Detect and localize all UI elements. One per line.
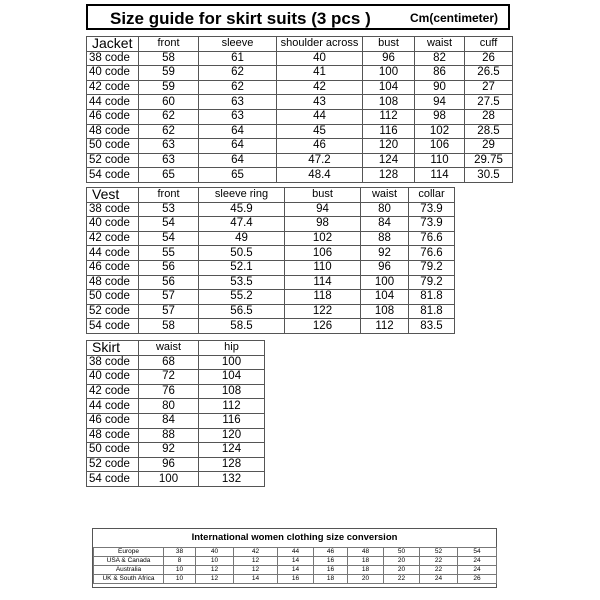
table-cell: 49 [199,231,285,246]
table-cell: 100 [363,66,415,81]
table-cell: 96 [363,51,415,66]
table-cell: 52 [420,548,458,557]
table-row [87,153,513,168]
row-label: 38 code [87,51,139,66]
row-label: 46 code [87,413,139,428]
row-label: 48 code [87,275,139,290]
row-label: Europe [94,548,164,557]
table-cell: 22 [420,566,458,575]
column-header: bust [285,188,361,203]
table-cell: 92 [139,443,199,458]
column-header: hip [199,341,265,356]
row-label: 50 code [87,139,139,154]
table-cell: 63 [199,109,277,124]
row-label: 48 code [87,124,139,139]
table-cell: 14 [278,557,314,566]
table-row [87,231,455,246]
table-row [87,217,455,232]
table-cell: 60 [139,95,199,110]
table-cell: 94 [415,95,465,110]
skirt-table [86,340,265,487]
table-row [87,80,513,95]
table-row [87,95,513,110]
row-label: UK & South Africa [94,575,164,584]
row-label: 48 code [87,428,139,443]
table-cell: 14 [234,575,278,584]
table-cell: 124 [363,153,415,168]
table-cell: 22 [420,557,458,566]
table-cell: 28 [465,109,513,124]
table-cell: 63 [199,95,277,110]
table-row [94,557,497,566]
table-cell: 43 [277,95,363,110]
table-cell: 40 [277,51,363,66]
table-cell: 24 [420,575,458,584]
column-header: collar [409,188,455,203]
table-cell: 126 [285,319,361,334]
table-cell: 94 [285,202,361,217]
table-cell: 76.6 [409,231,455,246]
table-row [87,168,513,183]
table-cell: 120 [363,139,415,154]
table-cell: 27.5 [465,95,513,110]
table-cell: 81.8 [409,304,455,319]
header-row [87,37,513,52]
jacket-table [86,36,513,183]
table-cell: 12 [196,566,234,575]
table-cell: 104 [199,370,265,385]
row-label: 42 code [87,80,139,95]
table-cell: 8 [164,557,196,566]
table-cell: 104 [363,80,415,95]
table-cell: 90 [415,80,465,95]
table-cell: 44 [277,109,363,124]
table-cell: 47.2 [277,153,363,168]
title-box [86,4,510,30]
table-cell: 20 [384,566,420,575]
column-header: sleeve ring [199,188,285,203]
table-row [87,109,513,124]
row-label: 52 code [87,153,139,168]
table-cell: 12 [234,566,278,575]
table-cell: 46 [277,139,363,154]
table-cell: 48.4 [277,168,363,183]
table-cell: 84 [361,217,409,232]
table-cell: 114 [415,168,465,183]
table-row [87,413,265,428]
table-cell: 10 [164,566,196,575]
table-cell: 26 [458,575,497,584]
header-row [87,341,265,356]
table-cell: 45 [277,124,363,139]
column-header: shoulder across [277,37,363,52]
table-cell: 12 [234,557,278,566]
table-cell: 122 [285,304,361,319]
row-label: 46 code [87,109,139,124]
table-cell: 56.5 [199,304,285,319]
header-row [87,188,455,203]
table-cell: 56 [139,260,199,275]
table-cell: 118 [285,290,361,305]
table-cell: 81.8 [409,290,455,305]
table-cell: 106 [415,139,465,154]
table-row [87,472,265,487]
column-header: waist [139,341,199,356]
table-row [87,202,455,217]
table-cell: 79.2 [409,275,455,290]
table-cell: 112 [199,399,265,414]
column-header: Jacket [87,37,139,52]
table-cell: 65 [139,168,199,183]
table-row [87,304,455,319]
table-cell: 80 [139,399,199,414]
row-label: 40 code [87,370,139,385]
table-cell: 61 [199,51,277,66]
column-header: Vest [87,188,139,203]
column-header: sleeve [199,37,277,52]
table-cell: 76.6 [409,246,455,261]
table-cell: 16 [314,557,348,566]
column-header: front [139,188,199,203]
page-title: Size guide for skirt suits (3 pcs ) [110,9,371,28]
column-header: waist [361,188,409,203]
table-cell: 16 [314,566,348,575]
table-cell: 63 [139,139,199,154]
table-cell: 26 [465,51,513,66]
table-cell: 58 [139,319,199,334]
table-cell: 92 [361,246,409,261]
table-cell: 28.5 [465,124,513,139]
table-cell: 112 [363,109,415,124]
table-cell: 84 [139,413,199,428]
table-cell: 79.2 [409,260,455,275]
table-cell: 55 [139,246,199,261]
table-cell: 83.5 [409,319,455,334]
table-row [87,260,455,275]
table-cell: 58 [139,51,199,66]
table-cell: 24 [458,566,497,575]
table-cell: 98 [415,109,465,124]
table-cell: 53 [139,202,199,217]
row-label: 46 code [87,260,139,275]
table-cell: 54 [139,231,199,246]
row-label: 52 code [87,304,139,319]
table-cell: 110 [415,153,465,168]
table-cell: 108 [199,384,265,399]
table-cell: 100 [199,355,265,370]
table-cell: 124 [199,443,265,458]
row-label: 54 code [87,319,139,334]
table-cell: 132 [199,472,265,487]
column-header: Skirt [87,341,139,356]
table-cell: 57 [139,290,199,305]
table-cell: 42 [234,548,278,557]
table-cell: 54 [458,548,497,557]
table-cell: 68 [139,355,199,370]
table-row [87,66,513,81]
table-cell: 29.75 [465,153,513,168]
row-label: 44 code [87,399,139,414]
row-label: 44 code [87,95,139,110]
conversion-table [93,547,497,584]
table-cell: 65 [199,168,277,183]
table-cell: 73.9 [409,217,455,232]
table-cell: 57 [139,304,199,319]
table-cell: 114 [285,275,361,290]
table-cell: 108 [361,304,409,319]
table-cell: 22 [384,575,420,584]
row-label: 40 code [87,217,139,232]
table-row [87,51,513,66]
table-cell: 56 [139,275,199,290]
table-cell: 96 [361,260,409,275]
table-cell: 20 [384,557,420,566]
unit-label: Cm(centimeter) [410,11,499,25]
table-cell: 59 [139,66,199,81]
row-label: Australia [94,566,164,575]
table-cell: 82 [415,51,465,66]
row-label: 40 code [87,66,139,81]
table-cell: 10 [196,557,234,566]
table-cell: 62 [139,124,199,139]
table-cell: 128 [363,168,415,183]
table-cell: 116 [363,124,415,139]
table-cell: 18 [348,566,384,575]
vest-table [86,187,455,334]
table-cell: 64 [199,139,277,154]
row-label: 50 code [87,290,139,305]
table-cell: 12 [196,575,234,584]
table-cell: 100 [361,275,409,290]
table-cell: 64 [199,153,277,168]
table-cell: 62 [199,80,277,95]
table-row [87,355,265,370]
table-row [87,370,265,385]
table-cell: 102 [285,231,361,246]
table-cell: 116 [199,413,265,428]
table-cell: 86 [415,66,465,81]
table-cell: 45.9 [199,202,285,217]
row-label: 42 code [87,384,139,399]
table-cell: 42 [277,80,363,95]
table-cell: 24 [458,557,497,566]
table-cell: 20 [348,575,384,584]
conversion-panel [92,528,497,588]
table-cell: 10 [164,575,196,584]
conversion-title: International women clothing size conversion [191,532,398,543]
table-cell: 62 [199,66,277,81]
table-cell: 80 [361,202,409,217]
row-label: 52 code [87,457,139,472]
table-cell: 100 [139,472,199,487]
table-row [87,428,265,443]
table-cell: 41 [277,66,363,81]
table-cell: 88 [361,231,409,246]
table-cell: 48 [348,548,384,557]
table-row [87,124,513,139]
table-cell: 38 [164,548,196,557]
column-header: bust [363,37,415,52]
column-header: front [139,37,199,52]
table-cell: 59 [139,80,199,95]
table-cell: 30.5 [465,168,513,183]
table-cell: 88 [139,428,199,443]
table-cell: 102 [415,124,465,139]
table-row [87,246,455,261]
table-cell: 98 [285,217,361,232]
table-cell: 26.5 [465,66,513,81]
column-header: waist [415,37,465,52]
row-label: USA & Canada [94,557,164,566]
table-cell: 46 [314,548,348,557]
table-cell: 128 [199,457,265,472]
table-cell: 29 [465,139,513,154]
table-cell: 106 [285,246,361,261]
table-row [87,290,455,305]
table-row [87,457,265,472]
table-cell: 18 [348,557,384,566]
table-cell: 112 [361,319,409,334]
table-cell: 76 [139,384,199,399]
table-cell: 52.1 [199,260,285,275]
row-label: 42 code [87,231,139,246]
table-cell: 104 [361,290,409,305]
table-row [94,575,497,584]
table-cell: 72 [139,370,199,385]
table-cell: 64 [199,124,277,139]
table-row [87,319,455,334]
table-cell: 55.2 [199,290,285,305]
table-row [94,566,497,575]
table-cell: 110 [285,260,361,275]
table-cell: 40 [196,548,234,557]
table-row [87,399,265,414]
table-cell: 96 [139,457,199,472]
table-cell: 18 [314,575,348,584]
table-cell: 27 [465,80,513,95]
table-row [87,139,513,154]
table-cell: 47.4 [199,217,285,232]
table-row [87,275,455,290]
table-cell: 58.5 [199,319,285,334]
table-row [94,548,497,557]
row-label: 38 code [87,355,139,370]
column-header: cuff [465,37,513,52]
table-cell: 62 [139,109,199,124]
row-label: 54 code [87,168,139,183]
table-cell: 16 [278,575,314,584]
table-cell: 73.9 [409,202,455,217]
table-row [87,384,265,399]
row-label: 54 code [87,472,139,487]
table-cell: 50.5 [199,246,285,261]
table-cell: 14 [278,566,314,575]
table-cell: 53.5 [199,275,285,290]
table-cell: 108 [363,95,415,110]
table-cell: 54 [139,217,199,232]
row-label: 50 code [87,443,139,458]
row-label: 44 code [87,246,139,261]
table-cell: 120 [199,428,265,443]
table-cell: 63 [139,153,199,168]
table-cell: 50 [384,548,420,557]
table-row [87,443,265,458]
row-label: 38 code [87,202,139,217]
table-cell: 44 [278,548,314,557]
